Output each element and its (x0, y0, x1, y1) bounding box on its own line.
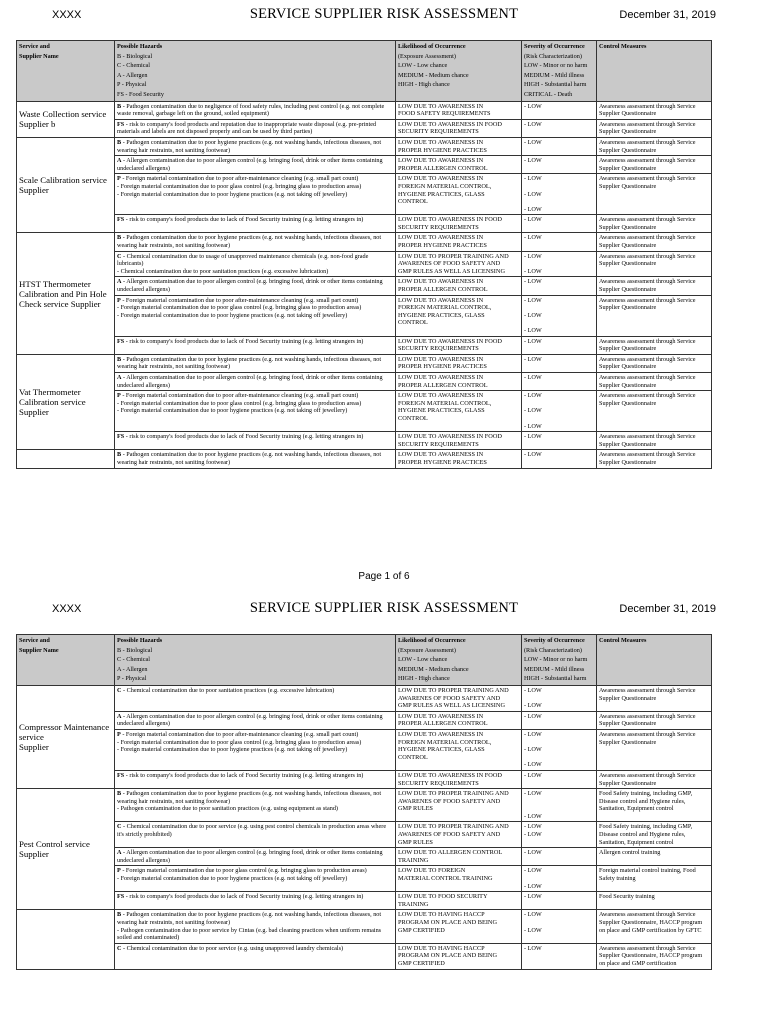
hazards-legend: B - Biological C - Chemical A - Allergen P - Physical (117, 646, 153, 683)
control-cell: Awareness assessment through Service Supplier Questionnaire (597, 432, 712, 450)
severity-cell: - LOW - LOW - LOW (522, 729, 597, 770)
hazard-text: - Foreign material contamination due to poor after-maintenance cleaning (e.g. small part count) - Foreign material contamination due to poor glass control (e.g. bringing glass to production areas) - Foreign material contamination due to poor hygiene practices (e.g. not taking off jewellery) (117, 296, 362, 319)
likelihood-label: Likelihood of Occurrence (398, 637, 466, 644)
likelihood-cell: LOW DUE TO ALLERGEN CONTROL TRAINING (396, 848, 522, 866)
control-label: Control Measures (599, 637, 647, 644)
hazard-cell (115, 848, 396, 866)
likelihood-cell: LOW DUE TO AWARENESS IN PROPER HYGIENE PRACTICES (396, 450, 522, 468)
control-cell: Awareness assessment through Service Supplier Questionnaire (597, 251, 712, 277)
hazard-cell (115, 233, 396, 251)
likelihood-cell: LOW DUE TO HAVING HACCP PROGRAM ON PLACE AND BEING GMP CERTIFIED (396, 943, 522, 969)
likelihood-cell: LOW DUE TO FOREIGN MATERIAL CONTROL TRAINING (396, 866, 522, 892)
table-row (17, 101, 712, 119)
severity-cell: - LOW (522, 770, 597, 788)
control-cell: Awareness assessment through Service Supplier Questionnaire (597, 711, 712, 729)
table-row (17, 848, 712, 866)
hazard-cell (115, 295, 396, 336)
severity-cell: - LOW - LOW (522, 910, 597, 943)
risk-table (16, 40, 712, 469)
hazard-code: B (117, 355, 122, 363)
hazard-cell (115, 391, 396, 432)
service-supplier-name: Scale Calibration service Supplier (17, 137, 115, 233)
col-name-label: Service and Supplier Name (19, 43, 59, 60)
col-name-label: Service and Supplier Name (19, 637, 59, 654)
severity-legend: (Risk Characterization) LOW - Minor or no harm MEDIUM - Mild illness HIGH - Substantial harm CRITICAL - Death (524, 52, 588, 98)
control-cell: Food Security training (597, 892, 712, 910)
page-number: Page 1 of 6 (358, 571, 410, 582)
likelihood-cell: LOW DUE TO AWARENESS IN FOREIGN MATERIAL CONTROL, HYGIENE PRACTICES, GLASS CONTROL (396, 174, 522, 215)
table-row (17, 910, 712, 943)
hazard-text: - Chemical contamination due to poor service (e.g. using pest control chemicals in production areas where it's strictly prohibited) (117, 823, 387, 839)
hazard-code: FS (117, 120, 125, 128)
table-row (17, 251, 712, 277)
hazard-text: - Foreign material contamination due to poor after-maintenance cleaning (e.g. small part count) - Foreign material contamination due to poor glass control (e.g. bringing glass to production areas) - Foreign material contamination due to poor hygiene practices (e.g. not taking off jewellery) (117, 392, 362, 415)
document-date: December 31, 2019 (619, 9, 716, 21)
hazard-text: - Allergen contamination due to poor allergen control (e.g. bringing food, drink or other items containing undeclared allergens) (117, 278, 383, 294)
hazard-cell (115, 251, 396, 277)
likelihood-cell: LOW DUE TO AWARENESS IN PROPER HYGIENE PRACTICES (396, 137, 522, 155)
hazard-code: C (117, 944, 122, 952)
hazard-text: - Chemical contamination due to poor sanitation practices (e.g. excessive lubrication) (121, 686, 335, 694)
table-row (17, 295, 712, 336)
likelihood-label: Likelihood of Occurrence (398, 43, 466, 50)
likelihood-cell: LOW DUE TO PROPER TRAINING AND AWARENES OF FOOD SAFETY AND GMP RULES AS WELL AS LICENSING (396, 685, 522, 711)
control-cell: Awareness assessment through Service Supplier Questionnaire, HACCP program on place and GMP certification by GFTC (597, 910, 712, 943)
control-cell: Awareness assessment through Service Supplier Questionnaire (597, 372, 712, 390)
control-cell: Awareness assessment through Service Supplier Questionnaire (597, 156, 712, 174)
page-break-space (0, 538, 768, 590)
col-service-supplier-name (17, 41, 115, 102)
hazard-cell (115, 277, 396, 295)
service-supplier-name: Pest Control service Supplier (17, 789, 115, 910)
col-possible-hazards (115, 41, 396, 102)
risk-table (16, 634, 712, 970)
hazard-cell (115, 432, 396, 450)
likelihood-legend: (Exposure Assessment) LOW - Low chance MEDIUM - Medium chance HIGH - High chance (398, 646, 469, 683)
severity-cell: - LOW (522, 233, 597, 251)
table-row (17, 372, 712, 390)
hazard-code: B (117, 102, 122, 110)
hazard-code: B (117, 790, 122, 798)
control-cell: Awareness assessment through Service Supplier Questionnaire (597, 450, 712, 468)
table-row (17, 685, 712, 711)
table-row (17, 215, 712, 233)
col-likelihood (396, 635, 522, 686)
control-cell: Awareness assessment through Service Supplier Questionnaire (597, 119, 712, 137)
severity-cell: - LOW (522, 277, 597, 295)
col-severity (522, 41, 597, 102)
control-cell: Awareness assessment through Service Supplier Questionnaire (597, 354, 712, 372)
hazard-text: - risk to company's food products due to lack of Food Security training (e.g. letting strangers in) (124, 893, 364, 901)
hazard-code: B (117, 234, 122, 242)
hazard-code: B (117, 451, 122, 459)
hazard-cell (115, 156, 396, 174)
likelihood-cell: LOW DUE TO AWARENESS IN FOREIGN MATERIAL CONTROL, HYGIENE PRACTICES, GLASS CONTROL (396, 295, 522, 336)
hazard-text: - Pathogen contamination due to negligence of food safety rules, including pest control (e.g. not complete waste removal, garbage left on the ground, soiled equipment) (117, 102, 385, 118)
severity-cell: - LOW - LOW (522, 822, 597, 848)
table-row (17, 354, 712, 372)
hazard-cell (115, 119, 396, 137)
likelihood-cell: LOW DUE TO AWARENESS IN PROPER HYGIENE PRACTICES (396, 233, 522, 251)
hazard-code: B (117, 911, 122, 919)
severity-cell: - LOW - LOW (522, 685, 597, 711)
likelihood-cell: LOW DUE TO FOOD SECURITY TRAINING (396, 892, 522, 910)
page-2 (0, 594, 768, 1024)
hazard-code: P (117, 392, 121, 400)
severity-cell: - LOW - LOW - LOW (522, 391, 597, 432)
hazard-code: C (117, 823, 122, 831)
hazards-label: Possible Hazards (117, 43, 163, 50)
hazard-cell (115, 174, 396, 215)
hazard-text: - Pathogen contamination due to poor hygiene practices (e.g. not washing hands, infectious diseases, not wearing hair restraints, not saniting footwear) - Pathogen contamination due to poor sanitation practices (e.g. using equipment as stand) (117, 790, 382, 813)
hazard-text: - risk to company's food products due to lack of Food Security training (e.g. letting strangers in) (124, 337, 364, 345)
hazard-cell (115, 101, 396, 119)
hazard-cell (115, 137, 396, 155)
hazard-text: - Pathogen contamination due to poor hygiene practices (e.g. not washing hands, infectious diseases, not wearing hair restraints, not saniting footwear) (117, 234, 382, 250)
service-supplier-name: Waste Collection service Supplier b (17, 101, 115, 137)
hazard-code: A (117, 373, 122, 381)
control-cell: Allergen control training (597, 848, 712, 866)
hazard-text: - Allergen contamination due to poor allergen control (e.g. bringing food, drink or other items containing undeclared allergens) (117, 373, 383, 389)
likelihood-cell: LOW DUE TO AWARENESS IN FOOD SECURITY REQUIREMENTS (396, 119, 522, 137)
col-possible-hazards (115, 635, 396, 686)
control-cell: Awareness assessment through Service Supplier Questionnaire, HACCP program on place and GMP certification (597, 943, 712, 969)
hazard-cell (115, 215, 396, 233)
likelihood-cell: LOW DUE TO AWARENESS IN PROPER ALLERGEN CONTROL (396, 156, 522, 174)
page-header (0, 0, 768, 40)
severity-cell: - LOW (522, 215, 597, 233)
likelihood-cell: LOW DUE TO AWARENESS IN FOOD SAFETY REQUIREMENTS (396, 101, 522, 119)
severity-cell: - LOW (522, 432, 597, 450)
likelihood-cell: LOW DUE TO AWARENESS IN PROPER ALLERGEN CONTROL (396, 372, 522, 390)
col-control-measures (597, 41, 712, 102)
severity-cell: - LOW (522, 119, 597, 137)
page-header (0, 594, 768, 634)
table-row (17, 391, 712, 432)
hazard-code: FS (117, 433, 125, 441)
control-cell: Awareness assessment through Service Supplier Questionnaire (597, 174, 712, 215)
table-row (17, 277, 712, 295)
service-supplier-name: Compressor Maintenance service Supplier (17, 685, 115, 788)
company-placeholder: XXXX (52, 603, 82, 615)
control-cell: Awareness assessment through Service Supplier Questionnaire (597, 233, 712, 251)
hazard-text: - Foreign material contamination due to poor after-maintenance cleaning (e.g. small part count) - Foreign material contamination due to poor glass control (e.g. bringing glass to production areas) - Foreign material contamination due to poor hygiene practices (e.g. not taking off jewellery) (117, 730, 362, 754)
likelihood-cell: LOW DUE TO AWARENESS IN PROPER ALLERGEN CONTROL (396, 277, 522, 295)
severity-cell: - LOW - LOW - LOW (522, 174, 597, 215)
control-cell: Awareness assessment through Service Supplier Questionnaire (597, 336, 712, 354)
control-cell: Awareness assessment through Service Supplier Questionnaire (597, 729, 712, 770)
hazard-cell (115, 866, 396, 892)
severity-cell: - LOW - LOW (522, 789, 597, 822)
severity-cell: - LOW (522, 892, 597, 910)
hazard-cell (115, 685, 396, 711)
control-label: Control Measures (599, 43, 647, 50)
table-row (17, 892, 712, 910)
table-row (17, 729, 712, 770)
hazard-cell (115, 729, 396, 770)
service-supplier-name: Vat Thermometer Calibration service Supplier (17, 354, 115, 450)
table-row (17, 866, 712, 892)
hazard-text: - Pathogen contamination due to poor hygiene practices (e.g. not washing hands, infectious diseases, not wearing hair restraints, not saniting footwear) (117, 355, 382, 371)
control-cell: Awareness assessment through Service Supplier Questionnaire (597, 101, 712, 119)
company-placeholder: XXXX (52, 9, 82, 21)
control-cell: Awareness assessment through Service Supplier Questionnaire (597, 685, 712, 711)
hazard-text: - Foreign material contamination due to poor glass control (e.g. bringing glass to production areas) - Foreign material contamination due to poor hygiene practices (e.g. not taking off jewellery) (117, 867, 367, 883)
table-row (17, 711, 712, 729)
hazard-code: FS (117, 771, 125, 779)
severity-cell: - LOW (522, 354, 597, 372)
hazard-code: FS (117, 216, 125, 224)
header-row (17, 635, 712, 686)
hazard-code: P (117, 730, 121, 738)
hazard-code: A (117, 712, 122, 720)
severity-cell: - LOW (522, 943, 597, 969)
hazard-text: - Foreign material contamination due to poor after-maintenance cleaning (e.g. small part count) - Foreign material contamination due to poor glass control (e.g. bringing glass to production areas) - Foreign material contamination due to poor hygiene practices (e.g. not taking off jewellery) (117, 175, 362, 198)
col-control-measures (597, 635, 712, 686)
hazard-code: P (117, 296, 121, 304)
likelihood-cell: LOW DUE TO PROPER TRAINING AND AWARENES OF FOOD SAFETY AND GMP RULES AS WELL AS LICENSING (396, 251, 522, 277)
header-row (17, 41, 712, 102)
severity-cell: - LOW (522, 848, 597, 866)
likelihood-cell: LOW DUE TO AWARENESS IN FOOD SECURITY REQUIREMENTS (396, 336, 522, 354)
service-supplier-name (17, 910, 115, 969)
col-likelihood (396, 41, 522, 102)
hazard-cell (115, 822, 396, 848)
hazard-code: B (117, 138, 122, 146)
severity-label: Severity of Occurrence (524, 637, 585, 644)
likelihood-cell: LOW DUE TO HAVING HACCP PROGRAM ON PLACE AND BEING GMP CERTIFIED (396, 910, 522, 943)
likelihood-cell: LOW DUE TO AWARENESS IN FOOD SECURITY REQUIREMENTS (396, 432, 522, 450)
severity-cell: - LOW (522, 711, 597, 729)
hazards-label: Possible Hazards (117, 637, 163, 644)
hazard-code: C (117, 686, 122, 694)
control-cell: Awareness assessment through Service Supplier Questionnaire (597, 770, 712, 788)
table-row (17, 789, 712, 822)
hazard-cell (115, 450, 396, 468)
likelihood-cell: LOW DUE TO AWARENESS IN FOREIGN MATERIAL CONTROL, HYGIENE PRACTICES, GLASS CONTROL (396, 729, 522, 770)
hazard-code: P (117, 867, 121, 875)
severity-cell: - LOW - LOW - LOW (522, 295, 597, 336)
table-row (17, 119, 712, 137)
hazard-code: P (117, 175, 121, 183)
hazard-cell (115, 372, 396, 390)
hazard-text: - Chemical contamination due to poor service (e.g. using unapproved laundry chemicals) (121, 944, 344, 952)
control-cell: Awareness assessment through Service Supplier Questionnaire (597, 277, 712, 295)
hazard-text: - Allergen contamination due to poor allergen control (e.g. bringing food, drink or other items containing undeclared allergens) (117, 157, 383, 172)
control-cell: Foreign material control training, Food Safety training (597, 866, 712, 892)
severity-cell: - LOW (522, 137, 597, 155)
control-cell: Food Safety training, including GMP, Disease control and Hygiene rules, Sanitation, Equipment control (597, 789, 712, 822)
severity-legend: (Risk Characterization) LOW - Minor or no harm MEDIUM - Mild illness HIGH - Substantial harm (524, 646, 588, 683)
control-cell: Food Safety training, including GMP, Disease control and Hygiene rules, Sanitation, Equipment control (597, 822, 712, 848)
hazard-text: - Pathogen contamination due to poor hygiene practices (e.g. not washing hands, infectious diseases, not wearing hair restraints, not saniting footwear) (117, 138, 382, 154)
severity-cell: - LOW (522, 101, 597, 119)
hazard-code: FS (117, 893, 125, 901)
col-service-supplier-name (17, 635, 115, 686)
likelihood-cell: LOW DUE TO AWARENESS IN FOOD SECURITY REQUIREMENTS (396, 770, 522, 788)
hazard-code: A (117, 157, 122, 165)
hazard-text: - risk to company's food products due to lack of Food Security training (e.g. letting strangers in) (124, 433, 364, 441)
hazard-text: - risk to company's food products due to lack of Food Security training (e.g. letting strangers in) (124, 771, 364, 779)
hazard-text: - Allergen contamination due to poor allergen control (e.g. bringing food, drink or other items containing undeclared allergens) (117, 849, 383, 864)
control-cell: Awareness assessment through Service Supplier Questionnaire (597, 137, 712, 155)
hazard-text: - risk to company's food products due to lack of Food Security training (e.g. letting strangers in) (124, 216, 364, 224)
control-cell: Awareness assessment through Service Supplier Questionnaire (597, 391, 712, 432)
hazard-text: - risk to company's food products and reputation due to inappropriate waste disposal (e.g. pre-printed materials and labels are not disposed properly and can be used by third parties) (117, 120, 377, 136)
likelihood-cell: LOW DUE TO AWARENESS IN FOREIGN MATERIAL CONTROL, HYGIENE PRACTICES, GLASS CONTROL (396, 391, 522, 432)
table-row (17, 770, 712, 788)
likelihood-legend: (Exposure Assessment) LOW - Low chance MEDIUM - Medium chance HIGH - High chance (398, 52, 469, 89)
severity-cell: - LOW - LOW (522, 251, 597, 277)
likelihood-cell: LOW DUE TO AWARENESS IN PROPER HYGIENE PRACTICES (396, 354, 522, 372)
table-row (17, 233, 712, 251)
hazard-cell (115, 892, 396, 910)
document-title: SERVICE SUPPLIER RISK ASSESSMENT (249, 600, 519, 616)
control-cell: Awareness assessment through Service Supplier Questionnaire (597, 215, 712, 233)
hazards-legend: B - Biological C - Chemical A - Allergen P - Physical FS - Food Security (117, 52, 164, 98)
hazard-text: - Pathogen contamination due to poor hygiene practices (e.g. not washing hands, infectious diseases, not wearing hair restraints, not saniting footwear) - Pathogen contamination due to poor service by Cintas (e.g. bad cleaning practices when uniform remains soiled and contaminated) (117, 911, 382, 942)
service-supplier-name: HTST Thermometer Calibration and Pin Hole Check service Supplier (17, 233, 115, 354)
hazard-cell (115, 711, 396, 729)
hazard-cell (115, 943, 396, 969)
document-date: December 31, 2019 (619, 603, 716, 615)
col-severity (522, 635, 597, 686)
table-row (17, 822, 712, 848)
hazard-cell (115, 789, 396, 822)
hazard-cell (115, 910, 396, 943)
severity-cell: - LOW (522, 450, 597, 468)
document-title: SERVICE SUPPLIER RISK ASSESSMENT (249, 6, 519, 22)
severity-cell: - LOW (522, 156, 597, 174)
service-supplier-name (17, 450, 115, 468)
hazard-text: - Chemical contamination due to usage of unapproved maintenance chemicals (e.g. non-food grade lubricants) - Chemical contamination due to poor sanitation practices (e.g. excessive lubrication) (117, 252, 369, 275)
severity-label: Severity of Occurrence (524, 43, 585, 50)
table-row (17, 943, 712, 969)
table-row (17, 156, 712, 174)
table-row (17, 137, 712, 155)
hazard-code: FS (117, 337, 125, 345)
likelihood-cell: LOW DUE TO PROPER TRAINING AND AWARENES OF FOOD SAFETY AND GMP RULES (396, 822, 522, 848)
likelihood-cell: LOW DUE TO PROPER TRAINING AND AWARENES OF FOOD SAFETY AND GMP RULES (396, 789, 522, 822)
severity-cell: - LOW - LOW (522, 866, 597, 892)
hazard-code: A (117, 278, 122, 286)
table-row (17, 336, 712, 354)
likelihood-cell: LOW DUE TO AWARENESS IN PROPER ALLERGEN CONTROL (396, 711, 522, 729)
hazard-code: C (117, 252, 122, 260)
control-cell: Awareness assessment through Service Supplier Questionnaire (597, 295, 712, 336)
hazard-cell (115, 354, 396, 372)
table-row (17, 450, 712, 468)
table-row (17, 432, 712, 450)
hazard-cell (115, 770, 396, 788)
table-row (17, 174, 712, 215)
hazard-text: - Allergen contamination due to poor allergen control (e.g. bringing food, drink or other items containing undeclared allergens) (117, 712, 383, 728)
hazard-cell (115, 336, 396, 354)
severity-cell: - LOW (522, 336, 597, 354)
likelihood-cell: LOW DUE TO AWARENESS IN FOOD SECURITY REQUIREMENTS (396, 215, 522, 233)
hazard-text: - Pathogen contamination due to poor hygiene practices (e.g. not washing hands, infectious diseases, not wearing hair restraints, not saniting footwear) (117, 451, 382, 466)
hazard-code: A (117, 849, 122, 857)
severity-cell: - LOW (522, 372, 597, 390)
